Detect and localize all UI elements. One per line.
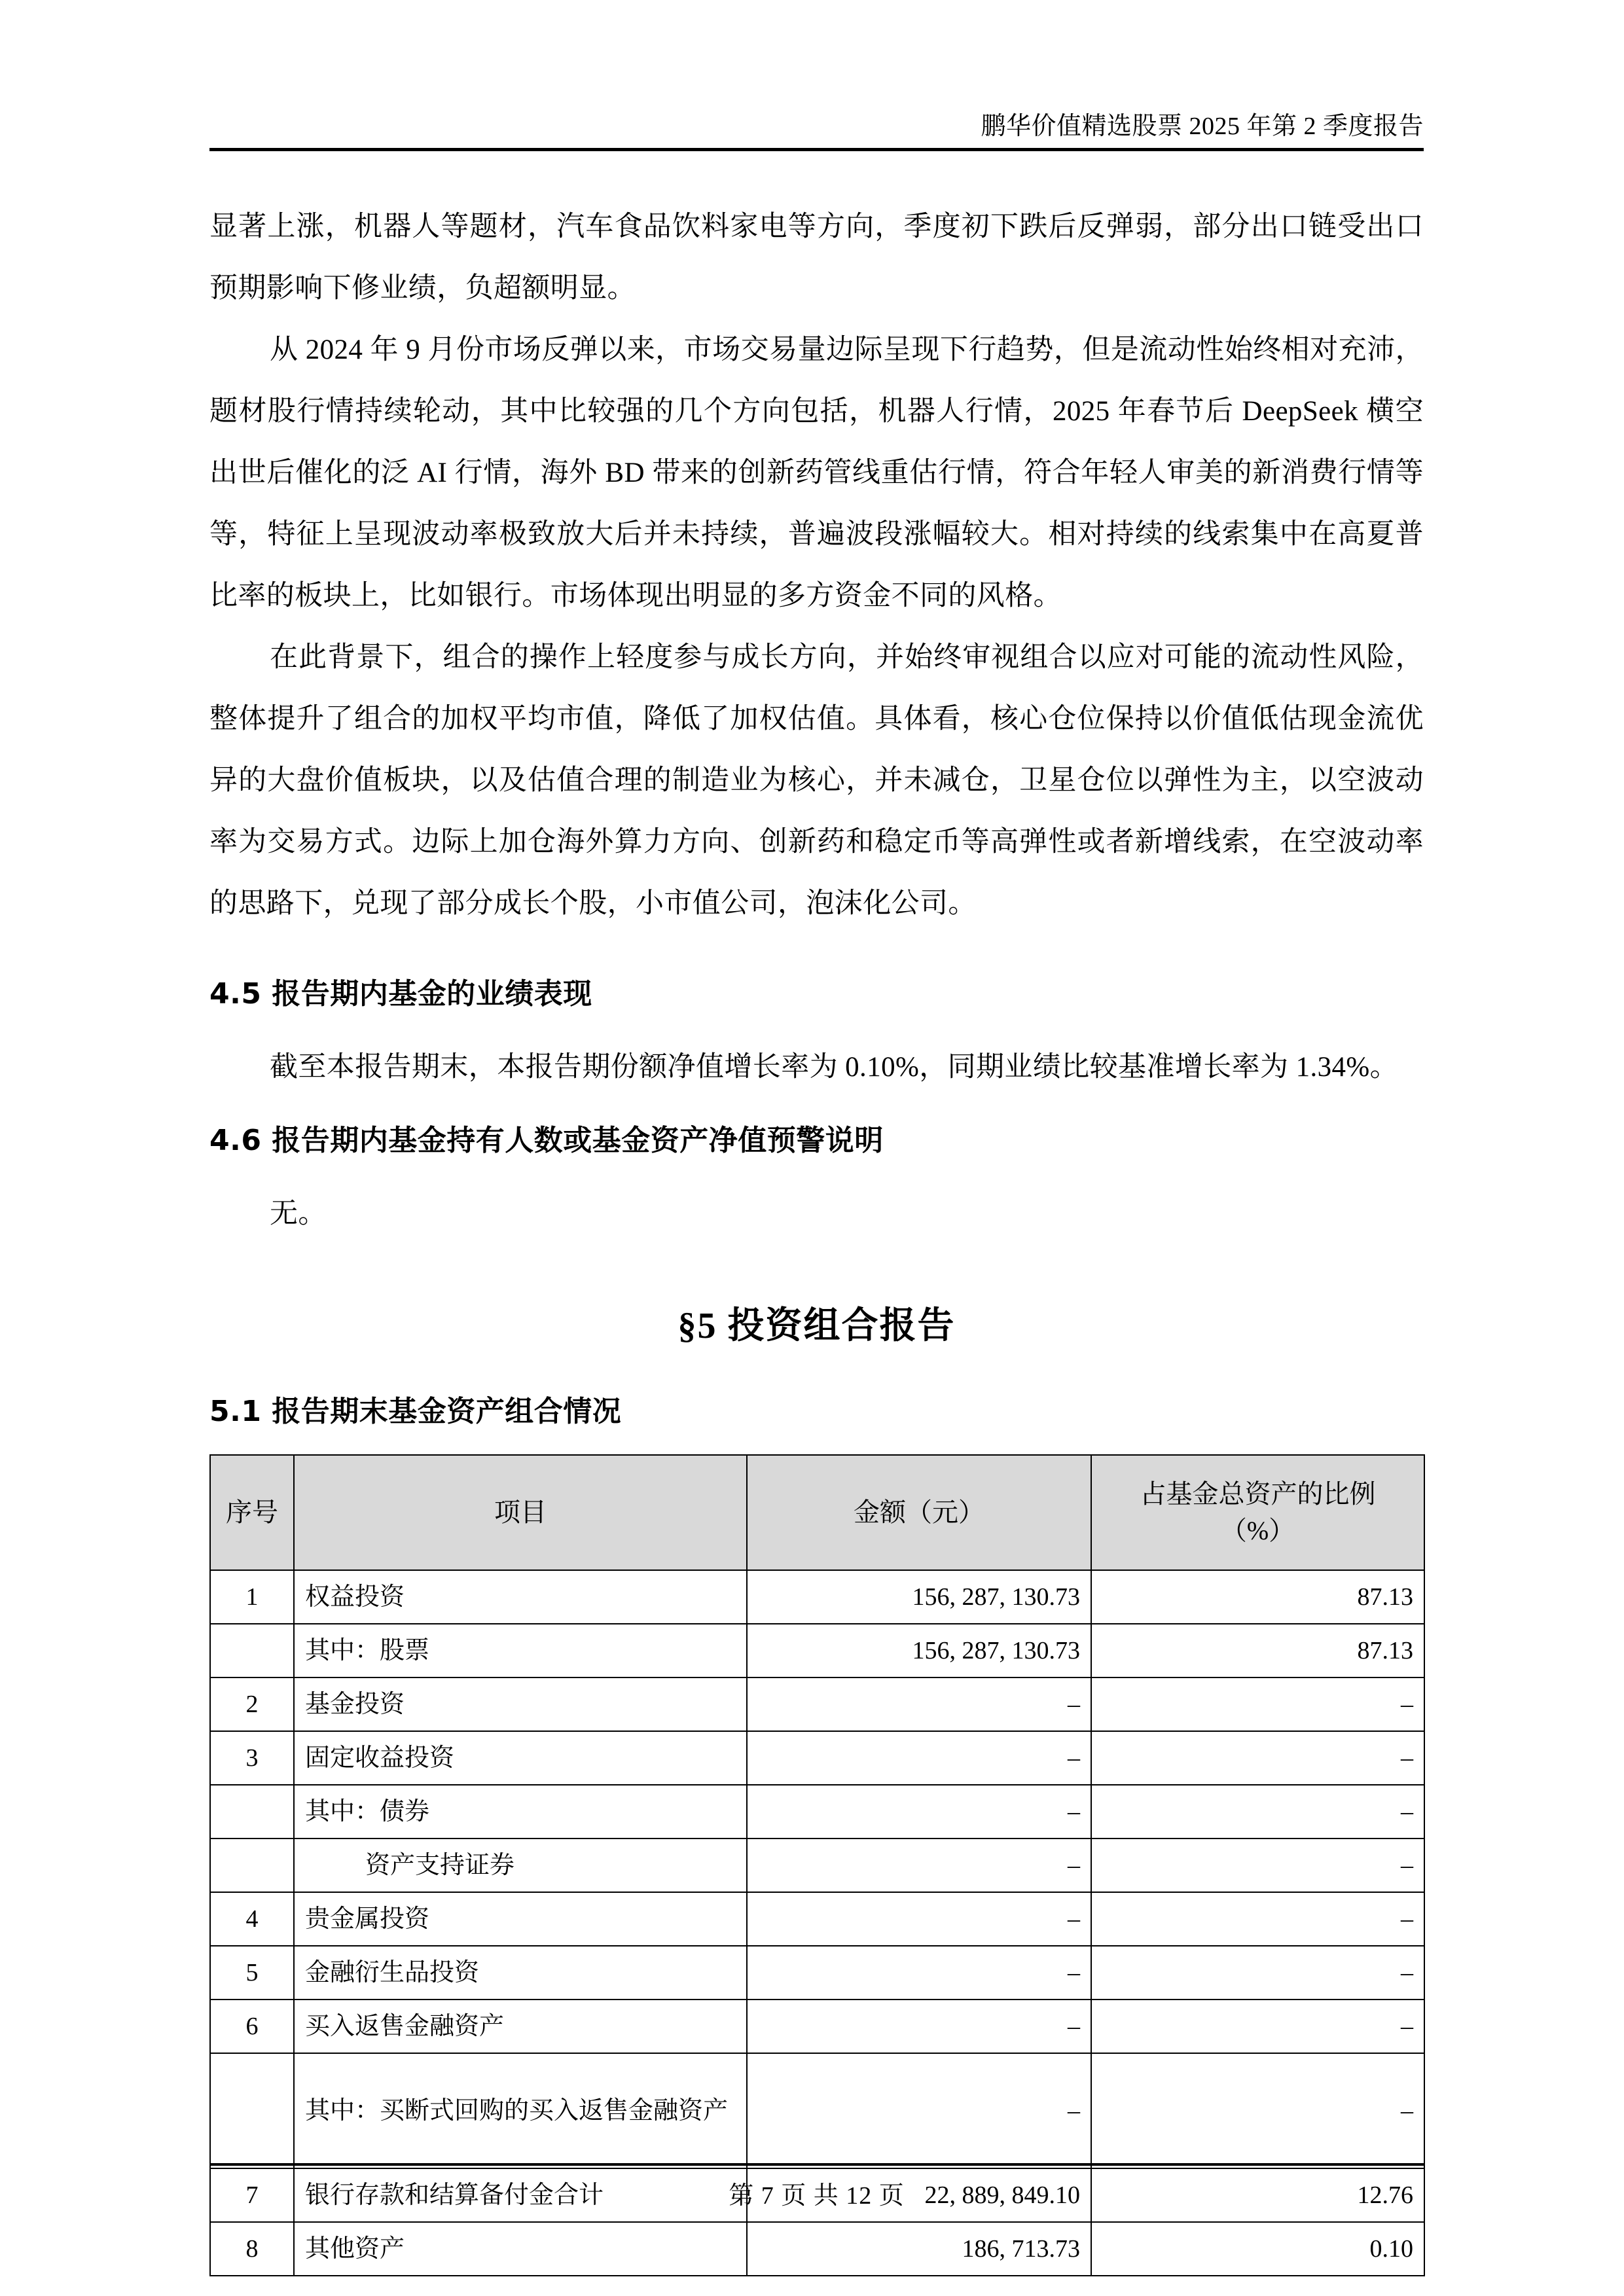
cell-percent: –: [1091, 2000, 1424, 2053]
table-row: [210, 2222, 1424, 2276]
spacer: [209, 1098, 1424, 1118]
cell-item-label: 其他资产: [305, 2235, 405, 2263]
cell-item: [294, 1624, 747, 1677]
page-body: [209, 196, 1424, 2276]
cell-no: 7: [210, 2168, 294, 2222]
cell-item: [294, 1731, 747, 1785]
paragraph-continued: 显著上涨，机器人等题材，汽车食品饮料家电等方向，季度初下跌后反弹弱，部分出口链受出口预期影响下修业绩，负超额明显。: [209, 211, 1424, 304]
paragraph-portfolio-operation: 在此背景下，组合的操作上轻度参与成长方向，并始终审视组合以应对可能的流动性风险，整体提升了组合的加权平均市值，降低了加权估值。具体看，核心仓位保持以价值低估现金流优异的大盘价值板块，以及估值合理的制造业为核心，并未减仓，卫星仓位以弹性为主，以空波动率为交易方式。边际上加仓海外算力方向、创新药和稳定币等高弹性或者新增线索，在空波动率的思路下，兑现了部分成长个股，小市值公司，泡沫化公司。: [209, 642, 1424, 919]
cell-no: [210, 1839, 294, 1892]
section-heading-4-5: 4.5 报告期内基金的业绩表现: [209, 977, 592, 1011]
column-header-percent-line2: （%）: [1220, 1516, 1295, 1545]
page-header: [209, 111, 1424, 151]
table-row: [210, 1839, 1424, 1892]
cell-item: [294, 1839, 747, 1892]
section-4-6-text: 无。: [270, 1198, 327, 1229]
spacer: [209, 1017, 1424, 1037]
column-header-percent-line1: 占基金总资产的比例: [1140, 1479, 1376, 1509]
cell-item-label: 其中：买断式回购的买入返售金融资产: [305, 2097, 729, 2125]
cell-percent: –: [1091, 2053, 1424, 2168]
column-header-percent: [1091, 1455, 1424, 1570]
cell-item-label: 固定收益投资: [305, 1744, 455, 1772]
table-row: [210, 1946, 1424, 2000]
cell-percent: 12.76: [1091, 2168, 1424, 2222]
column-header-item: 项目: [294, 1455, 747, 1570]
cell-item: [294, 2222, 747, 2276]
page-footer: [209, 2163, 1424, 2211]
cell-percent: –: [1091, 1785, 1424, 1839]
cell-percent: 87.13: [1091, 1570, 1424, 1624]
cell-percent: –: [1091, 1946, 1424, 2000]
footer-rule: [209, 2163, 1424, 2166]
cell-item-label: 银行存款和结算备付金合计: [305, 2181, 604, 2209]
cell-percent: –: [1091, 1839, 1424, 1892]
cell-amount: –: [747, 1785, 1091, 1839]
cell-item-label: 基金投资: [305, 1691, 405, 1718]
cell-percent: 87.13: [1091, 1624, 1424, 1677]
spacer: [209, 1245, 1424, 1300]
cell-no: 4: [210, 1892, 294, 1946]
cell-item-label: 其中：股票: [305, 1637, 430, 1664]
paragraph-market-review: 从 2024 年 9 月份市场反弹以来，市场交易量边际呈现下行趋势，但是流动性始终相对充沛，题材股行情持续轮动，其中比较强的几个方向包括，机器人行情，2025 年春节后 DeepSeek 横空出世后催化的泛 AI 行情，海外 BD 带来的创新药管线重估行情，符合年轻人审美的新消费行情等等，特征上呈现波动率极致放大后并未持续，普遍波段涨幅较大。相对持续的线索集中在高夏普比率的板块上，比如银行。市场体现出明显的多方资金不同的风格。: [209, 334, 1424, 611]
section-heading-5-1: 5.1 报告期末基金资产组合情况: [209, 1395, 622, 1428]
section-4-5-text: 截至本报告期末，本报告期份额净值增长率为 0.10%，同期业绩比较基准增长率为 1.34%。: [270, 1052, 1399, 1083]
asset-allocation-table: [209, 1454, 1425, 2276]
cell-no: 5: [210, 1946, 294, 2000]
cell-amount: –: [747, 1946, 1091, 2000]
section-heading-4-6: 4.6 报告期内基金持有人数或基金资产净值预警说明: [209, 1124, 884, 1157]
chapter-heading-5: §5 投资组合报告: [677, 1306, 956, 1346]
cell-no: 6: [210, 2000, 294, 2053]
cell-percent: –: [1091, 1731, 1424, 1785]
cell-item: [294, 1677, 747, 1731]
page-number: 第 7 页 共 12 页: [729, 2182, 905, 2210]
column-header-no: 序号: [210, 1455, 294, 1570]
table-row: [210, 1677, 1424, 1731]
cell-no: [210, 1785, 294, 1839]
table-row: [210, 2053, 1424, 2168]
spacer: [209, 1435, 1424, 1454]
table-row: [210, 2000, 1424, 2053]
table-header-row: [210, 1455, 1424, 1570]
cell-item-label: 权益投资: [305, 1583, 405, 1611]
cell-percent: –: [1091, 1677, 1424, 1731]
spacer: [209, 935, 1424, 971]
cell-amount: –: [747, 2053, 1091, 2168]
cell-item-label: 贵金属投资: [305, 1905, 430, 1933]
cell-amount: –: [747, 1839, 1091, 1892]
cell-amount: –: [747, 1731, 1091, 1785]
cell-no: [210, 2053, 294, 2168]
cell-percent: 0.10: [1091, 2222, 1424, 2276]
table-row: [210, 1785, 1424, 1839]
table-row: [210, 1570, 1424, 1624]
cell-amount: –: [747, 2000, 1091, 2053]
table-row: [210, 1731, 1424, 1785]
cell-item-label: 金融衍生品投资: [305, 1959, 480, 1986]
cell-no: [210, 1624, 294, 1677]
cell-no: 8: [210, 2222, 294, 2276]
table-row: [210, 1624, 1424, 1677]
cell-item: [294, 2000, 747, 2053]
column-header-amount: 金额（元）: [747, 1455, 1091, 1570]
cell-item: [294, 1570, 747, 1624]
cell-item-label: 买入返售金融资产: [305, 2013, 505, 2040]
cell-amount: –: [747, 1677, 1091, 1731]
cell-item-label: 其中：债券: [305, 1798, 430, 1825]
cell-amount: –: [747, 1892, 1091, 1946]
spacer: [209, 1352, 1424, 1389]
cell-item: [294, 2053, 747, 2168]
cell-no: 2: [210, 1677, 294, 1731]
cell-amount: 156, 287, 130.73: [747, 1624, 1091, 1677]
spacer: [209, 1164, 1424, 1183]
table-row: [210, 1892, 1424, 1946]
cell-item: [294, 1892, 747, 1946]
cell-no: 1: [210, 1570, 294, 1624]
cell-amount: 156, 287, 130.73: [747, 1570, 1091, 1624]
table-header: [210, 1455, 1424, 1570]
header-rule: [209, 148, 1424, 151]
cell-no: 3: [210, 1731, 294, 1785]
cell-item: [294, 1785, 747, 1839]
cell-item-label: 资产支持证券: [365, 1852, 515, 1879]
running-title: 鹏华价值精选股票 2025 年第 2 季度报告: [981, 113, 1424, 140]
cell-amount: 186, 713.73: [747, 2222, 1091, 2276]
cell-amount: 22, 889, 849.10: [747, 2168, 1091, 2222]
cell-percent: –: [1091, 1892, 1424, 1946]
cell-item: [294, 1946, 747, 2000]
